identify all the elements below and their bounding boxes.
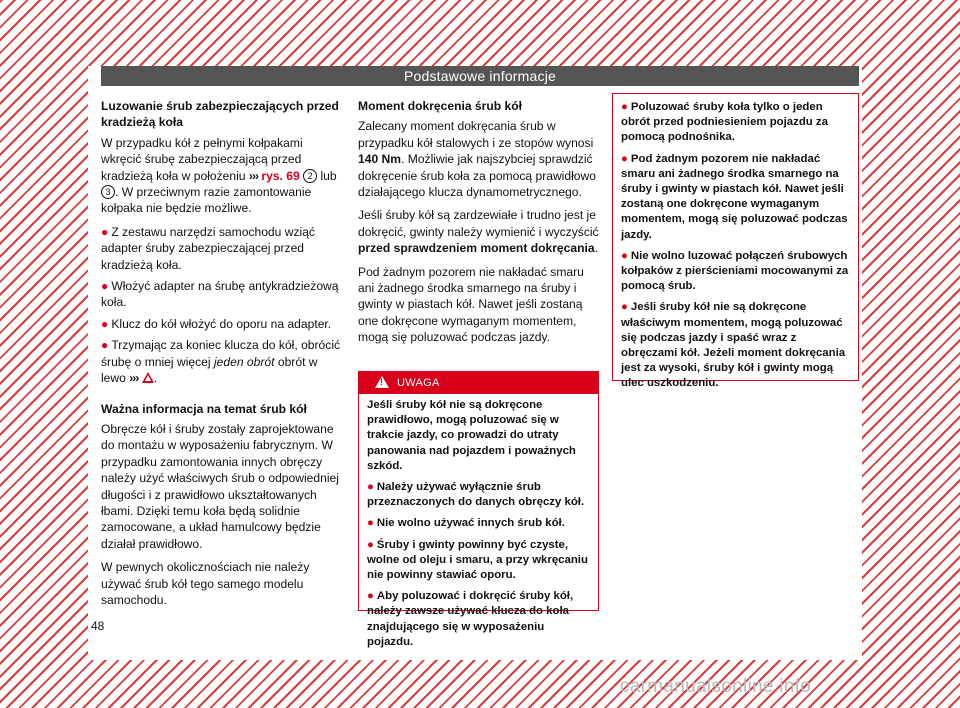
paragraph-rusty-bolts (358, 207, 600, 256)
list-item-text: Włożyć adapter na śrubę antykradzieżową koła. (101, 279, 339, 310)
list-item-text: Z zestawu narzędzi samochodu wziąć adapter śruby zabezpieczającej przed kradzieżą koła. (101, 224, 315, 272)
warning-icon (375, 376, 389, 388)
text: . W przeciwnym razie zamontowanie kołpaka nie będzie możliwe. (101, 185, 312, 216)
list-item-text: Poluzować śruby koła tylko o jeden obrót przed podniesieniem pojazdu za pomocą podnośnika. (621, 101, 828, 144)
list-item (367, 480, 590, 510)
list-item-text: Pod żadnym pozorem nie nakładać smaru ani żadnego środka smarnego na śruby i gwinty w piastach kół. Nawet jeśli zostaną one dokręcone wymaganym momentem, mogą się poluzować podczas jazdy. (621, 152, 848, 241)
callout-number-2: 2 (303, 169, 317, 183)
list-item (101, 316, 341, 332)
bullet-icon: ● (621, 249, 628, 262)
bullet-icon: ● (101, 224, 109, 239)
text: Jeśli śruby kół są zardzewiałe i trudno jest je dokręcić, gwinty należy wymienić i wyczyścić (358, 208, 599, 239)
torque-value: 140 Nm (358, 152, 402, 167)
column-left (101, 98, 341, 615)
figure-reference-link[interactable]: rys. 69 (261, 168, 300, 183)
list-item (101, 278, 341, 311)
list-item-text: Nie wolno używać innych śrub kół. (376, 517, 565, 530)
warning-title: UWAGA (397, 377, 440, 389)
watermark: carmanualsonline.info (620, 676, 812, 697)
text: Zalecany moment dokręcania śrub w przypadku kół stalowych i ze stopów wynosi (358, 119, 594, 150)
bullet-icon: ● (367, 517, 374, 530)
reference-arrows-icon: ››› (129, 371, 139, 386)
warning-box (358, 371, 599, 648)
heading-anti-theft-bolts: Luzowanie śrub zabezpieczających przed kradzieżą koła (101, 99, 339, 130)
text: . (153, 371, 158, 386)
text: . (594, 241, 598, 256)
list-item (621, 300, 850, 391)
bullet-icon: ● (367, 481, 374, 494)
callout-number-3: 3 (101, 185, 115, 199)
warning-header (359, 372, 598, 394)
bullet-icon: ● (367, 538, 374, 551)
paragraph-same-model: W pewnych okolicznościach nie należy używać śrub kół tego samego modelu samochodu. (101, 560, 310, 607)
page-number: 48 (91, 619, 105, 633)
list-item (101, 337, 341, 386)
text: obrót w lewo (101, 354, 318, 386)
bullet-icon: ● (101, 316, 109, 331)
list-item-text: Trzymając za koniec klucza do kół, obrócić śrubę o mniej więcej (101, 338, 341, 369)
bullet-icon: ● (621, 152, 628, 165)
list-item-text: Jeśli śruby kół nie są dokręcone właściwym momentem, mogą poluzować się podczas jazdy i spaść wraz z obręczami kół. Jeżeli moment dokręcania jest za wysoki, śruby kół i gwinty mogą ulec uszkodzeniu. (621, 301, 846, 390)
list-item (621, 100, 850, 146)
bullet-icon: ● (367, 590, 374, 603)
list-item-text: Śruby i gwinty powinny być czyste, wolne od oleju i smaru, a przy wkręcaniu nie powinny stawiać oporu. (367, 538, 588, 582)
warning-intro: Jeśli śruby kół nie są dokręcone prawidłowo, mogą poluzować się w trakcie jazdy, co prowadzi do utraty panowania nad pojazdem i poważnych szkód. (367, 399, 576, 472)
list-item-text: Nie wolno luzować połączeń śrubowych kołpaków z pierścieniami mocowanymi za pomocą śrub. (621, 249, 849, 293)
list-item (621, 152, 850, 243)
warning-icon[interactable] (142, 372, 154, 383)
paragraph-rims: Obręcze kół i śruby zostały zaprojektowane do montażu w wyposażeniu fabrycznym. W przypadku zamontowania innych obręczy należy użyć właściwych śrub o odpowiedniej długości i z prawidłowo ukształtowanych łbami. Dzięki temu koła będą solidnie zamocowane, a układ hamulcowy będzie działał prawidłowo. (101, 421, 339, 551)
warning-body-continued (613, 94, 858, 392)
text: W przypadku kół z pełnymi kołpakami wkręcić śrubę zabezpieczającą przed kradzieżą koła w położeniu (101, 135, 303, 183)
list-item (367, 516, 590, 531)
emphasis: przed sprawdzeniem moment dokręcania (358, 241, 595, 256)
warning-body (359, 394, 598, 650)
heading-wheel-bolts-info: Ważna informacja na temat śrub kół (101, 401, 307, 416)
list-item (621, 249, 850, 295)
section-header: Podstawowe informacje (101, 66, 859, 86)
heading-torque: Moment dokręcenia śrub kół (358, 99, 522, 113)
bullet-icon: ● (621, 101, 628, 113)
text: lub (320, 168, 337, 183)
list-item (367, 589, 590, 650)
column-middle (358, 98, 600, 353)
bullet-icon: ● (621, 301, 628, 314)
text: . Możliwie jak najszybciej sprawdzić dokręcenie śrub koła za pomocą prawidłowo działającego klucza dynamometrycznego. (358, 152, 596, 200)
paragraph-torque (358, 118, 600, 200)
list-item-text: Aby poluzować i dokręcić śruby kół, należy zawsze używać klucza do koła znajdującego się w wyposażeniu pojazdu. (367, 590, 574, 648)
list-item-text: Klucz do kół włożyć do oporu na adapter. (111, 316, 332, 331)
list-item-text: Należy używać wyłącznie śrub przeznaczonych do danych obręczy kół. (367, 481, 585, 509)
list-item (367, 538, 590, 584)
bullet-icon: ● (101, 279, 109, 294)
bullet-icon: ● (101, 338, 109, 353)
list-item (101, 224, 341, 273)
emphasis: jeden obrót (213, 354, 275, 369)
paragraph-no-grease: Pod żadnym pozorem nie nakładać smaru ani żadnego środka smarnego na śruby i gwinty w piastach kół. Nawet jeśli zostaną one dokręcone wymaganym momentem, mogą się poluzować podczas jazdy. (358, 264, 584, 345)
reference-arrows-icon: ››› (248, 168, 259, 183)
paragraph-hubcaps (101, 135, 341, 217)
warning-box-continued (612, 93, 859, 390)
